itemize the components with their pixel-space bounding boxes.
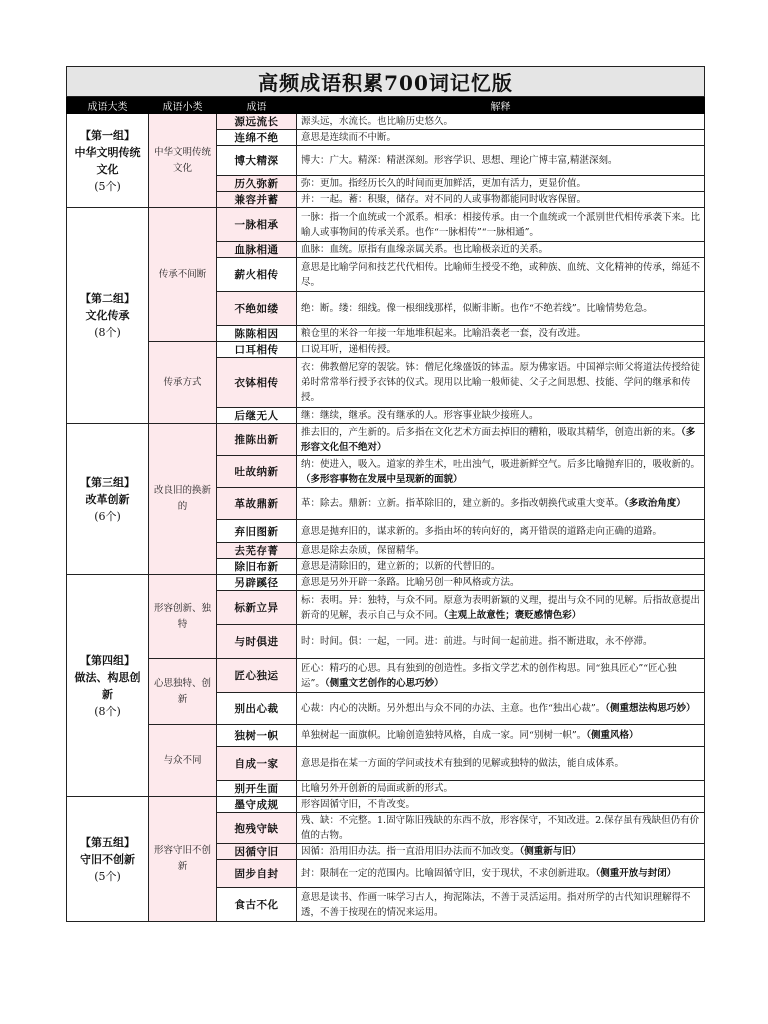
explanation-cell — [297, 342, 705, 358]
subcategory-cell: 形容守旧不创新 — [149, 797, 217, 922]
group-count: (8个) — [94, 326, 121, 339]
idiom-cell: 陈陈相因 — [217, 326, 297, 342]
explanation-text: 一脉：指一个血统或一个派系。相承：相接传承。由一个血统或一个派别世代相传承袭下来。比喻人或事物间的传承关系。也作“一脉相传”“一脉相通”。 — [301, 211, 701, 238]
category-cell — [67, 208, 149, 424]
group-title: 做法、构思创新 — [74, 670, 141, 701]
group-count: (5个) — [94, 869, 121, 883]
header-explanation: 解释 — [297, 97, 705, 114]
explanation-note: （多形容文化但不绝对） — [301, 426, 696, 453]
explanation-text: 意思是清除旧的，建立新的；以新的代替旧的。 — [301, 561, 501, 572]
explanation-cell — [297, 860, 705, 888]
explanation-text: 意思是比喻学问和技艺代代相传。比喻师生授受不绝，或种族、血统、文化精神的传承，绵延不尽。 — [301, 261, 701, 288]
explanation-note: （主观上故意性；褒贬感情色彩） — [443, 609, 582, 621]
idiom-cell: 食古不化 — [217, 888, 297, 922]
idiom-row — [67, 725, 705, 747]
explanation-text: 弥：更加。指经历长久的时间而更加鲜活，更加有活力，更显价值。 — [301, 178, 587, 189]
explanation-text: 衣：佛教僧尼穿的袈裟。钵：僧尼化缘盛饭的钵盂。原为佛家语。中国禅宗师父将道法传授给徒弟时常常举行授予衣钵的仪式。现用以比喻一般师徒、父子之间思想、技能、学问的继承和传授。 — [301, 362, 701, 403]
explanation-cell — [297, 625, 705, 659]
idiom-cell: 革故鼎新 — [217, 488, 297, 520]
explanation-text: 心裁：内心的决断。另外想出与众不同的办法、主意。也作“独出心裁”。 — [301, 703, 606, 714]
group-title: 中华文明传统文化 — [74, 145, 141, 176]
group-title: 文化传承 — [85, 309, 130, 322]
idiom-row — [67, 575, 705, 591]
subcategory-cell: 中华文明传统文化 — [149, 114, 217, 208]
idiom-cell: 兼容并蓄 — [217, 192, 297, 208]
explanation-text: 比喻另外开创新的局面或新的形式。 — [301, 783, 454, 794]
idiom-cell: 一脉相承 — [217, 208, 297, 242]
idiom-cell: 血脉相通 — [217, 242, 297, 258]
header-row — [67, 97, 705, 114]
explanation-cell — [297, 559, 705, 575]
explanation-cell — [297, 659, 705, 693]
explanation-cell — [297, 520, 705, 543]
idiom-cell: 弃旧图新 — [217, 520, 297, 543]
group-title: 改革创新 — [85, 492, 130, 506]
explanation-text: 匠心：精巧的心思。具有独到的创造性。多指文学艺术的创作构思。同“独具匠心”“匠心独运”。 — [301, 662, 677, 689]
group-name: 【第四组】 — [80, 653, 135, 667]
idiom-cell: 独树一帜 — [217, 725, 297, 747]
explanation-text: 源头远，水流长。也比喻历史悠久。 — [301, 116, 454, 127]
explanation-cell — [297, 575, 705, 591]
subcategory-cell: 传承不间断 — [149, 208, 217, 342]
explanation-cell — [297, 543, 705, 559]
explanation-text: 因循：沿用旧办法。指一直沿用旧办法而不加改变。 — [301, 846, 520, 857]
explanation-text: 单独树起一面旗帜。比喻创造独特风格，自成一家。同“别树一帜”。 — [301, 730, 587, 741]
group-name: 【第五组】 — [80, 835, 135, 849]
explanation-cell — [297, 693, 705, 725]
explanation-text: 封：限制在一定的范围内。比喻固循守旧，安于现状，不求创新进取。 — [301, 868, 596, 879]
explanation-cell — [297, 488, 705, 520]
group-name: 【第一组】 — [80, 128, 135, 142]
idiom-sheet — [66, 66, 704, 922]
explanation-cell — [297, 192, 705, 208]
explanation-text: 意思是抛弃旧的，谋求新的。多指由坏的转向好的，离开错误的道路走向正确的道路。 — [301, 525, 663, 537]
explanation-cell — [297, 797, 705, 813]
explanation-cell — [297, 888, 705, 922]
idiom-cell: 连绵不绝 — [217, 130, 297, 146]
explanation-text: 口说耳听，递相传授。 — [301, 344, 397, 355]
explanation-note: （侧重开放与封闭） — [595, 868, 677, 879]
idiom-cell: 自成一家 — [217, 747, 297, 781]
idiom-cell: 后继无人 — [217, 408, 297, 424]
explanation-text: 继：继续，继承。没有继承的人。形容事业缺少接班人。 — [301, 410, 539, 421]
explanation-text: 标：表明。异：独特，与众不同。原意为表明新颖的义理，提出与众不同的见解。后指故意提出新奇的见解，表示自己与众不同。 — [301, 594, 701, 621]
explanation-text: 并：一起。蓄：积聚，储存。对不同的人或事物都能同时收容保留。 — [301, 194, 587, 205]
subcategory-cell: 传承方式 — [149, 342, 217, 424]
explanation-text: 意思是读书、作画一味学习古人，拘泥陈法，不善于灵活运用。指对所学的古代知识理解得不透，不善于按现在的情况来运用。 — [301, 891, 691, 918]
explanation-text: 推去旧的，产生新的。后多指在文化艺术方面去掉旧的糟粕，吸取其精华，创造出新的来。 — [301, 426, 682, 438]
explanation-text: 意思是指在某一方面的学问或技术有独到的见解或独特的做法，能自成体系。 — [301, 758, 625, 769]
explanation-cell — [297, 813, 705, 844]
idiom-cell: 匠心独运 — [217, 659, 297, 693]
explanation-cell — [297, 424, 705, 456]
idiom-cell: 墨守成规 — [217, 797, 297, 813]
explanation-cell — [297, 326, 705, 342]
idiom-cell: 标新立异 — [217, 591, 297, 625]
explanation-cell — [297, 208, 705, 242]
explanation-note: （侧重新与旧） — [519, 846, 582, 857]
idiom-cell: 推陈出新 — [217, 424, 297, 456]
explanation-note: （侧重文艺创作的心思巧妙） — [324, 677, 444, 689]
explanation-text: 纳：使进入，吸入。道家的养生术，吐出浊气，吸进新鲜空气。后多比喻抛弃旧的，吸收新的。 — [301, 458, 701, 470]
explanation-text: 血脉：血统。原指有血缘亲属关系。也比喻极亲近的关系。 — [301, 244, 549, 255]
idiom-cell: 博大精深 — [217, 146, 297, 176]
idiom-row — [67, 114, 705, 130]
explanation-text: 粮仓里的米谷一年接一年地堆积起来。比喻沿袭老一套，没有改进。 — [301, 328, 587, 339]
header-subcategory: 成语小类 — [149, 97, 217, 114]
idiom-cell: 别开生面 — [217, 781, 297, 797]
header-idiom: 成语 — [217, 97, 297, 114]
explanation-cell — [297, 130, 705, 146]
category-cell — [67, 424, 149, 575]
explanation-text: 时：时间。俱：一起，一同。进：前进。与时间一起前进。指不断进取，永不停滞。 — [301, 636, 653, 647]
page-title: 高频成语积累700词记忆版 — [67, 67, 705, 97]
explanation-cell — [297, 114, 705, 130]
group-title: 守旧不创新 — [80, 852, 135, 866]
idiom-cell: 与时俱进 — [217, 625, 297, 659]
idiom-cell: 抱残守缺 — [217, 813, 297, 844]
idiom-row — [67, 659, 705, 693]
group-count: (8个) — [94, 704, 121, 718]
explanation-cell — [297, 258, 705, 292]
idiom-table — [66, 66, 705, 922]
category-cell — [67, 114, 149, 208]
explanation-text: 意思是除去杂质，保留精华。 — [301, 545, 425, 556]
explanation-cell — [297, 844, 705, 860]
idiom-cell: 除旧布新 — [217, 559, 297, 575]
explanation-text: 意思是另外开辟一条路。比喻另创一种风格或方法。 — [301, 577, 520, 588]
explanation-cell — [297, 747, 705, 781]
idiom-cell: 吐故纳新 — [217, 456, 297, 488]
header-category: 成语大类 — [67, 97, 149, 114]
explanation-cell — [297, 146, 705, 176]
idiom-cell: 去芜存菁 — [217, 543, 297, 559]
group-name: 【第三组】 — [80, 475, 135, 489]
group-count: (5个) — [94, 179, 121, 193]
explanation-note: （多政治角度） — [624, 498, 686, 509]
idiom-cell: 口耳相传 — [217, 342, 297, 358]
explanation-text: 形容固循守旧，不肯改变。 — [301, 799, 416, 810]
explanation-text: 革：除去。鼎新：立新。指革除旧的，建立新的。多指改朝换代或重大变革。 — [301, 498, 625, 509]
explanation-text: 绝：断。缕：细线。像一根细线那样，似断非断。也作“不绝若线”。比喻情势危急。 — [301, 303, 653, 314]
idiom-row — [67, 342, 705, 358]
explanation-cell — [297, 456, 705, 488]
idiom-row — [67, 208, 705, 242]
explanation-text: 残、缺：不完整。1.固守陈旧残缺的东西不放，形容保守，不知改进。2.保存虽有残缺但仍有价值的古物。 — [301, 815, 700, 841]
explanation-text: 意思是连续而不中断。 — [301, 132, 397, 143]
explanation-cell — [297, 781, 705, 797]
idiom-cell: 另辟蹊径 — [217, 575, 297, 591]
explanation-text: 博大：广大。精深：精湛深刻。形容学识、思想、理论广博丰富,精湛深刻。 — [301, 155, 618, 166]
explanation-note: （侧重风格） — [586, 730, 639, 741]
idiom-cell: 固步自封 — [217, 860, 297, 888]
explanation-note: （多形容事物在发展中呈现新的面貌） — [301, 473, 463, 485]
idiom-cell: 薪火相传 — [217, 258, 297, 292]
category-cell — [67, 797, 149, 922]
group-name: 【第二组】 — [80, 292, 135, 305]
idiom-cell: 不绝如缕 — [217, 292, 297, 326]
explanation-cell — [297, 725, 705, 747]
explanation-cell — [297, 358, 705, 408]
idiom-cell: 衣钵相传 — [217, 358, 297, 408]
explanation-cell — [297, 176, 705, 192]
idiom-cell: 因循守旧 — [217, 844, 297, 860]
group-count: (6个) — [94, 509, 121, 523]
idiom-row — [67, 424, 705, 456]
idiom-cell: 别出心裁 — [217, 693, 297, 725]
category-cell — [67, 575, 149, 797]
subcategory-cell: 改良旧的换新的 — [149, 424, 217, 575]
explanation-cell — [297, 292, 705, 326]
explanation-cell — [297, 408, 705, 424]
explanation-cell — [297, 591, 705, 625]
idiom-cell: 历久弥新 — [217, 176, 297, 192]
subcategory-cell: 与众不同 — [149, 725, 217, 797]
idiom-row — [67, 797, 705, 813]
explanation-note: （侧重想法构思巧妙） — [605, 703, 696, 714]
subcategory-cell: 心思独特、创新 — [149, 659, 217, 725]
subcategory-cell: 形容创新、独特 — [149, 575, 217, 659]
idiom-cell: 源远流长 — [217, 114, 297, 130]
explanation-cell — [297, 242, 705, 258]
